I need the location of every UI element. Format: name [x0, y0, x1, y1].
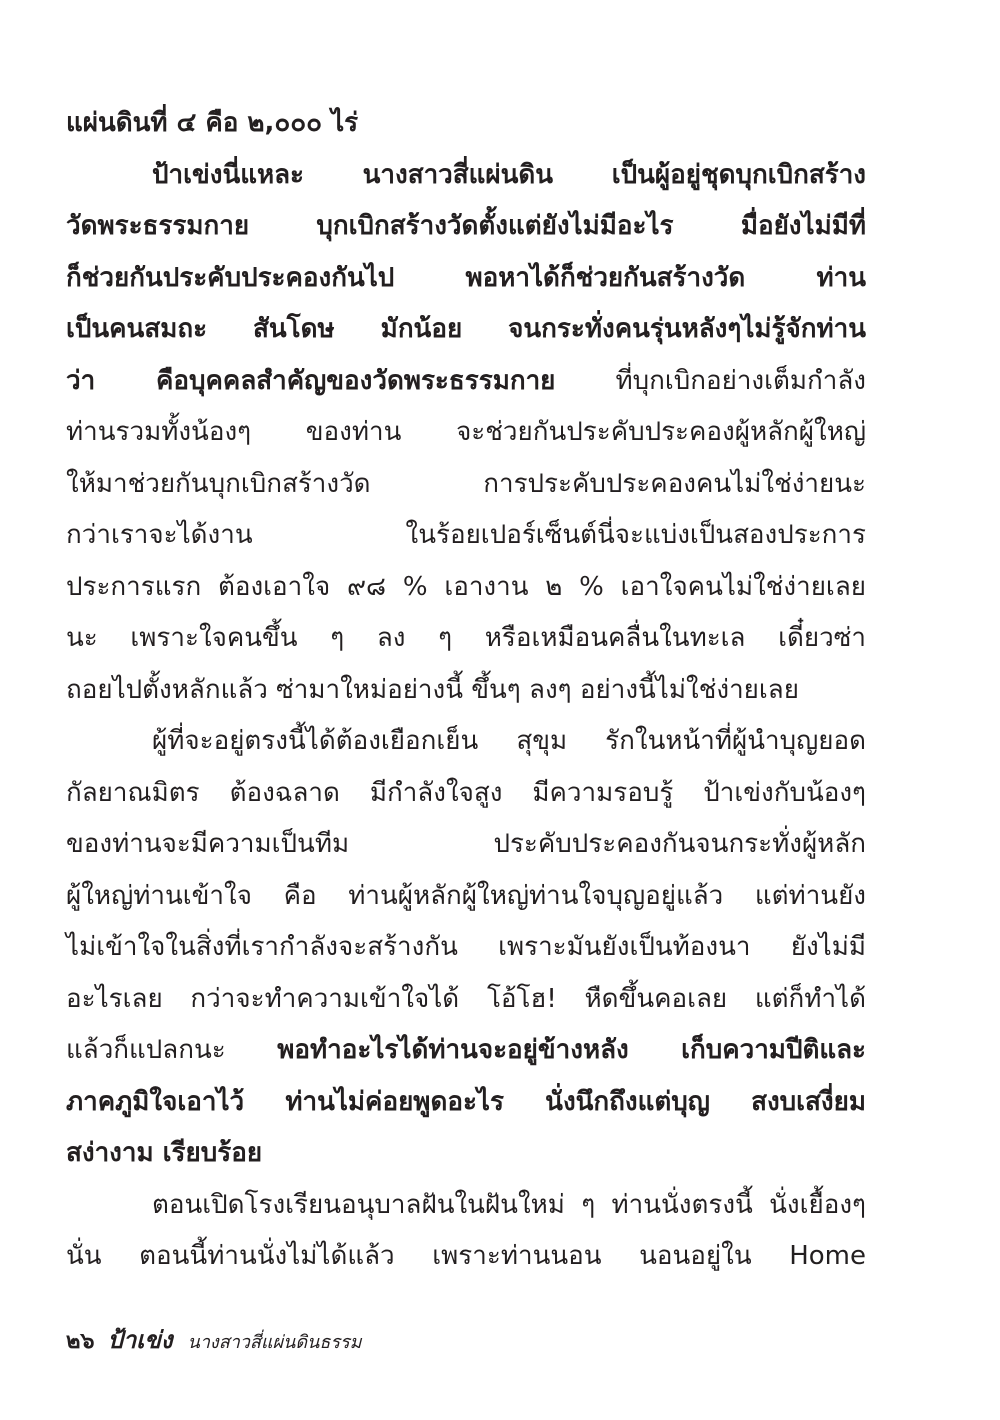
page-number: ๒๖: [66, 1329, 95, 1354]
text-line: ผู้ใหญ่ท่านเข้าใจ คือ ท่านผู้หลักผู้ใหญ่ท่านใจบุญอยู่แล้ว แต่ท่านยัง: [66, 880, 866, 911]
page-footer: [66, 1320, 362, 1363]
text-span: แล้วก็แปลกนะ: [66, 1035, 278, 1065]
text-line: ถอยไปตั้งหลักแล้ว ซ่ามาใหม่อย่างนี้ ขึ้นๆ ลงๆ อย่างนี้ไม่ใช่ง่ายเลย: [66, 674, 799, 705]
text-line: สง่างาม เรียบร้อย: [66, 1138, 263, 1168]
text-line: [66, 356, 866, 408]
text-line: กว่าเราจะได้งาน ในร้อยเปอร์เซ็นต์นี่จะแบ่งเป็นสองประการ: [66, 520, 866, 550]
text-line: ป้าเข่งนี่แหละ นางสาวสี่แผ่นดิน เป็นผู้อยู่ชุดบุกเบิกสร้าง: [152, 159, 866, 190]
book-title: ป้าเข่ง: [107, 1326, 173, 1354]
text-line: เป็นคนสมถะ สันโดษ มักน้อย จนกระทั่งคนรุ่นหลังๆไม่รู้จักท่าน: [66, 314, 866, 344]
text-span-bold: พอทำอะไรได้ท่านจะอยู่ข้างหลัง เก็บความปีติและ: [277, 1035, 866, 1065]
text-line: ตอนเปิดโรงเรียนอนุบาลฝันในฝันใหม่ ๆ ท่านนั่งตรงนี้ นั่งเยื้องๆ: [152, 1189, 866, 1220]
text-line: วัดพระธรรมกาย บุกเบิกสร้างวัดตั้งแต่ยังไม่มีอะไร มื่อยังไม่มีที่: [66, 211, 866, 241]
text-line: ของท่านจะมีความเป็นทีม ประคับประคองกันจนกระทั่งผู้หลัก: [66, 829, 866, 859]
text-line: ประการแรก ต้องเอาใจ ๙๘ % เอางาน ๒ % เอาใจคนไม่ใช่ง่ายเลย: [66, 571, 866, 602]
text-line: ก็ช่วยกันประคับประคองกันไป พอหาได้ก็ช่วยกันสร้างวัด ท่าน: [66, 262, 866, 293]
book-subtitle: นางสาวสี่แผ่นดินธรรม: [187, 1332, 362, 1353]
text-line: นั่น ตอนนี้ท่านนั่งไม่ได้แล้ว เพราะท่านนอน นอนอยู่ใน Home: [66, 1241, 866, 1271]
text-span-bold: ว่า คือบุคคลสำคัญของวัดพระธรรมกาย: [66, 365, 556, 396]
text-line: [66, 1025, 866, 1077]
text-line: นะ เพราะใจคนขึ้น ๆ ลง ๆ หรือเหมือนคลื่นในทะเล เดี๋ยวซ่า: [66, 623, 866, 653]
text-line: ภาคภูมิใจเอาไว้ ท่านไม่ค่อยพูดอะไร นั่งนึกถึงแต่บุญ สงบเสงี่ยม: [66, 1086, 866, 1117]
text-line: กัลยาณมิตร ต้องฉลาด มีกำลังใจสูง มีความรอบรู้ ป้าเข่งกับน้องๆ: [66, 777, 866, 808]
text-line: ผู้ที่จะอยู่ตรงนี้ได้ต้องเยือกเย็น สุขุม รักในหน้าที่ผู้นำบุญยอด: [152, 726, 866, 756]
page-body: [66, 98, 866, 1283]
text-line: ให้มาช่วยกันบุกเบิกสร้างวัด การประคับประคองคนไม่ใช่ง่ายนะ: [66, 468, 866, 499]
text-line: ไม่เข้าใจในสิ่งที่เรากำลังจะสร้างกัน เพราะมันยังเป็นท้องนา ยังไม่มี: [66, 932, 866, 962]
text-line: แผ่นดินที่ ๔ คือ ๒,๐๐๐ ไร่: [66, 108, 359, 138]
text-line: อะไรเลย กว่าจะทำความเข้าใจได้ โอ้โฮ! หืดขึ้นคอเลย แต่ก็ทำได้: [66, 983, 866, 1014]
text-line: ท่านรวมทั้งน้องๆ ของท่าน จะช่วยกันประคับประคองผู้หลักผู้ใหญ่: [66, 417, 866, 447]
text-span: ที่บุกเบิกอย่างเต็มกำลัง: [555, 365, 866, 396]
